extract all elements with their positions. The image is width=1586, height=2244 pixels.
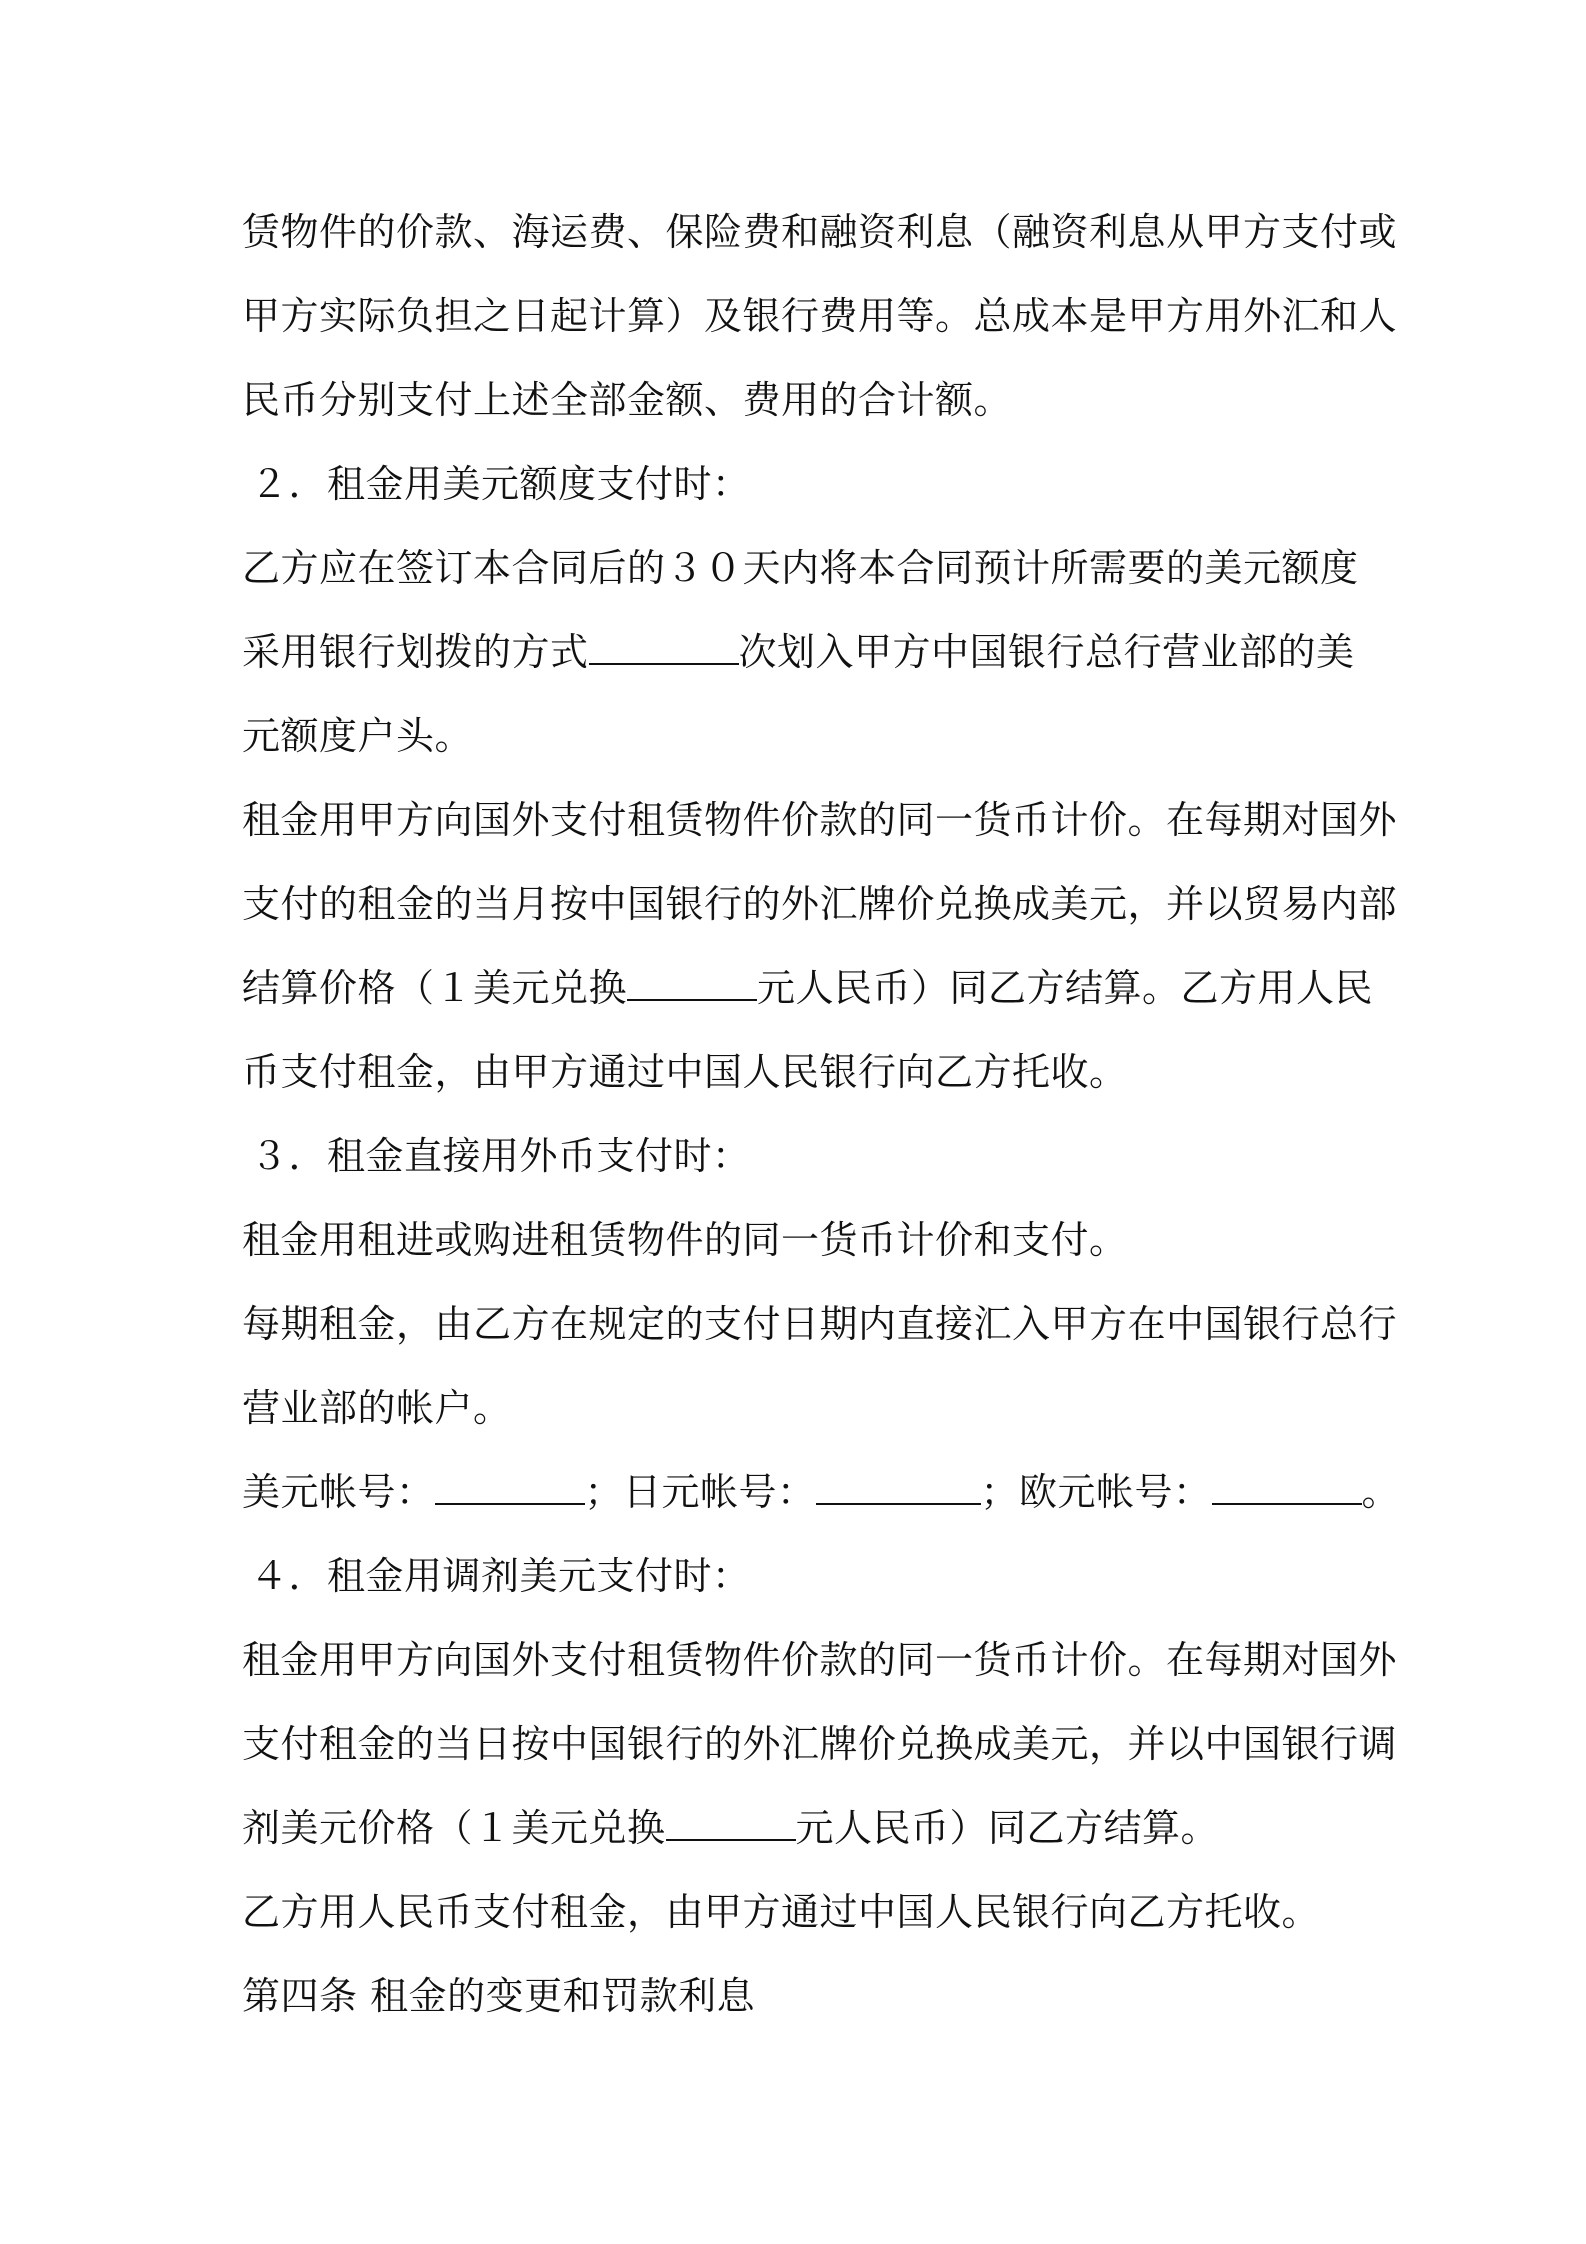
text-line: 租金用甲方向国外支付租赁物件价款的同一货币计价。在每期对国外	[242, 798, 1398, 842]
text-segment: 剂美元价格（１美元兑换	[242, 1806, 666, 1850]
usd-account-label: 美元帐号：	[242, 1470, 435, 1514]
text-line: 支付的租金的当月按中国银行的外汇牌价兑换成美元，并以贸易内部	[242, 882, 1398, 926]
jpy-account-label: ；日元帐号：	[584, 1470, 816, 1514]
document-page	[242, 190, 1401, 2038]
text-line: 甲方实际负担之日起计算）及银行费用等。总成本是甲方用外汇和人	[242, 294, 1398, 338]
text-segment: 次划入甲方中国银行总行营业部的美	[738, 630, 1355, 674]
text-line: 乙方用人民币支付租金，由甲方通过中国人民银行向乙方托收。	[242, 1890, 1321, 1934]
fill-in-blank[interactable]	[627, 965, 757, 1001]
jpy-account-blank[interactable]	[816, 1469, 981, 1505]
usd-account-blank[interactable]	[435, 1469, 585, 1505]
text-line: 乙方应在签订本合同后的３０天内将本合同预计所需要的美元额度	[242, 546, 1359, 590]
text-line: 支付租金的当日按中国银行的外汇牌价兑换成美元，并以中国银行调	[242, 1722, 1398, 1766]
section-heading: ４．租金用调剂美元支付时：	[250, 1554, 751, 1598]
text-line-with-blank	[242, 610, 1362, 694]
text-line-with-blank	[242, 946, 1374, 1030]
text-line: 每期租金，由乙方在规定的支付日期内直接汇入甲方在中国银行总行	[242, 1302, 1398, 1346]
eur-account-blank[interactable]	[1212, 1469, 1362, 1505]
article-heading: 第四条 租金的变更和罚款利息	[242, 1974, 756, 2018]
text-line: 租金用甲方向国外支付租赁物件价款的同一货币计价。在每期对国外	[242, 1638, 1398, 1682]
section-heading: ３．租金直接用外币支付时：	[250, 1134, 751, 1178]
fill-in-blank[interactable]	[589, 629, 739, 665]
text-line: 币支付租金，由甲方通过中国人民银行向乙方托收。	[242, 1050, 1128, 1094]
text-segment: 采用银行划拨的方式	[242, 630, 589, 674]
fill-in-blank[interactable]	[666, 1805, 796, 1841]
text-line: 元额度户头。	[242, 714, 474, 758]
text-segment: 元人民币）同乙方结算。	[795, 1806, 1220, 1850]
text-line: 租金用租进或购进租赁物件的同一货币计价和支付。	[242, 1218, 1128, 1262]
section-heading: ２．租金用美元额度支付时：	[250, 462, 751, 506]
text-segment: 结算价格（１美元兑换	[242, 966, 628, 1010]
text-line: 赁物件的价款、海运费、保险费和融资利息（融资利息从甲方支付或	[242, 210, 1398, 254]
account-numbers-line	[242, 1450, 1401, 1534]
text-segment: 。	[1361, 1470, 1401, 1514]
eur-account-label: ；欧元帐号：	[980, 1470, 1212, 1514]
text-line: 营业部的帐户。	[242, 1386, 512, 1430]
text-line: 民币分别支付上述全部金额、费用的合计额。	[242, 378, 1013, 422]
text-line-with-blank	[242, 1786, 1362, 1870]
text-segment: 元人民币）同乙方结算。乙方用人民	[757, 966, 1374, 1010]
